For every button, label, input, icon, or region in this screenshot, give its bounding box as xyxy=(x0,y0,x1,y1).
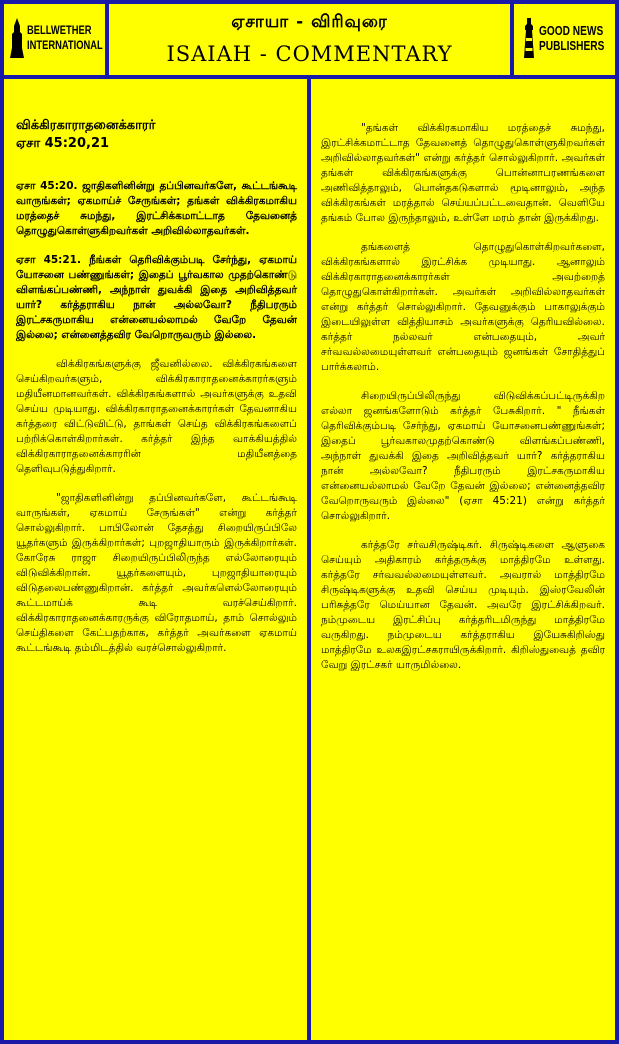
section-heading-reference: ஏசா 45:20,21 xyxy=(16,136,110,151)
page-title-tamil: ஏசாயா - விரிவுரை xyxy=(231,12,388,32)
bellwether-logo xyxy=(4,4,105,75)
section-heading-title: விக்கிரகாராதனைக்காரர் xyxy=(16,118,156,133)
commentary-paragraph: "தங்கள் விக்கிரகமாகிய மரத்தைச் சுமந்து, இரட்சிக்கமாட்டாத தேவனைத் தொழுதுகொள்ளுகிறவர்கள் அறிவில்லாதவர்கள்" என்று கர்த்தர் சொல்லுகிறார். அவர்கள் தங்கள் விக்கிரகங்களுக்கு பொன்னாபரணங்களை அணிவித்தாலும், பொன்தகடுகளால் மூடினாலும், அந்த விக்கிரகங்கள் மரத்தால் செய்யப்பட்டவைதான். வெளியே தங்கம் போல இருந்தாலும், உள்ளே மரம் தான் இருக்கிறது. xyxy=(321,122,605,224)
logo-right-line2: PUBLISHERS xyxy=(539,38,605,53)
section-heading xyxy=(16,117,297,153)
logo-left-line1: BELLWETHER xyxy=(27,23,92,37)
commentary-paragraph: விக்கிரகங்களுக்கு ஜீவனில்லை. விக்கிரகங்களை செய்கிறவர்களும், விக்கிரகாராதனைக்காரர்களும் மதியீனமானவர்கள். விக்கிரகங்களால் அவர்களுக்கு உதவி செய்ய முடியாது. விக்கிரகாராதனைக்காரர்கள் தேவனாகிய கர்த்தரை விட்டுவிட்டு, தாங்கள் செய்த விக்கிரகங்களைப் பற்றிக்கொள்கிறார்கள். கர்த்தர் இந்த வாக்கியத்தில் விக்கிரகாராதனைக்காரரின் மதியீனத்தை தெளிவுபடுத்துகிறார். xyxy=(16,358,297,475)
commentary-paragraph: சிறையிருப்பிலிருந்து விடுவிக்கப்பட்டிருக்கிற எல்லா ஜனங்களோடும் கர்த்தர் பேசுகிறார். " நீங்கள் தெரிவிக்கும்படி சேர்ந்து, ஏகமாய் யோசனைபண்ணுங்கள்; இதைப் பூர்வகாலமுதற்கொண்டு விளங்கப்பண்ணி, அந்நாள் துவக்கி இதை அறிவித்தவர் யார்? கர்த்தராகிய நான் அல்லவோ? நீதிபரரும் இரட்சகருமாகிய என்னையல்லாமல் வேறே தேவன் இல்லை; என்னைத்தவிர வேறொருவரும் இல்லை" (ஏசா 45:21) என்று கர்த்தர் சொல்லுகிறார். xyxy=(321,390,605,522)
verse-45-21: ஏசா 45:21. நீங்கள் தெரிவிக்கும்படி சேர்ந்து, ஏகமாய் யோசனை பண்ணுங்கள்; இதைப் பூர்வகால முதற்கொண்டு விளங்கப்பண்ணி, அந்நாள் துவக்கி இதை அறிவித்தவர் யார்? கர்த்தராகிய நான் அல்லவோ? நீதிபரரும் இரட்சகருமாகிய என்னையல்லாமல் வேறே தேவன் இல்லை; என்னைத்தவிர வேறொருவரும் இல்லை. xyxy=(16,254,297,341)
lighthouse-icon xyxy=(522,18,536,58)
right-column xyxy=(311,79,615,1040)
commentary-paragraph: "ஜாதிகளினின்று தப்பினவர்களே, கூட்டங்கூடி வாருங்கள், ஏகமாய் சேருங்கள்" என்று கர்த்தர் சொல்லுகிறார். பாபிலோன் தேசத்து சிறையிருப்பிலே யூதர்களும் இருக்கிறார்கள்; புறஜாதியாரும் இருக்கிறார்கள். கோரேசு ராஜா சிறையிருப்பிலிருந்த எல்லோரையும் விடுவிக்கிறான். யூதர்களையும், புறஜாதியாரையும் விடுதலைபண்ணுகிறான். கர்த்தர் அவர்களெல்லோரையும் கூட்டமாய்க் கூடி வரச்செய்கிறார். விக்கிரகாராதனைக்காரருக்கு விரோதமாய், தாம் சொல்லும் செய்திகளை கேட்பதற்காக, கர்த்தர் அவர்களை ஏகமாய் கூட்டங்கூடி தம்மிடத்தில் வரச்சொல்லுகிறார். xyxy=(16,492,297,654)
bell-tower-icon xyxy=(10,18,24,58)
left-column xyxy=(4,79,307,1040)
commentary-paragraph: கர்த்தரே சர்வசிருஷ்டிகர். சிருஷ்டிகளை ஆளுகை செய்யும் அதிகாரம் கர்த்தருக்கு மாத்திரமே உள்ளது. கர்த்தரே சர்வவல்லமையுள்ளவர். அவரால் மாத்திரமே சிருஷ்டிகளுக்கு உதவி செய்ய முடியும். இஸ்ரவேலின் பரிசுத்தரே மெய்யான தேவன். அவரே இரட்சிக்கிறவர். நம்முடைய இரட்சிப்பு கர்த்தரிடமிருந்து மாத்திரமே வருகிறது. நம்முடைய கர்த்தராகிய இயேசுகிறிஸ்து மாத்திரமே உலகஇரட்சகராயிருக்கிறார். கிறிஸ்துவைத் தவிர வேறு இரட்சகர் யாருமில்லை. xyxy=(321,539,605,671)
logo-left-line2: INTERNATIONAL xyxy=(27,38,103,52)
verse-45-20: ஏசா 45:20. ஜாதிகளினின்று தப்பினவர்களே, கூட்டங்கூடி வாருங்கள்; ஏகமாய்ச் சேருங்கள்; தங்கள் விக்கிரகமாகிய மரத்தைச் சுமந்து, இரட்சிக்கமாட்டாத தேவனைத் தொழுதுகொள்ளுகிறவர்கள் அறிவில்லாதவர்கள். xyxy=(16,180,297,237)
logo-right-line1: GOOD NEWS xyxy=(539,23,604,38)
page-title-box xyxy=(109,4,510,75)
good-news-logo xyxy=(514,4,615,75)
commentary-paragraph: தங்களைத் தொழுதுகொள்கிறவர்களை, விக்கிரகங்களால் இரட்சிக்க முடியாது. ஆனாலும் விக்கிரகாராதனைக்காரர்கள் அவற்றைத் தொழுதுகொள்கிறார்கள். அவர்கள் அறிவில்லாதவர்கள் என்று கர்த்தர் சொல்லுகிறார். தேவனுக்கும் பாகாலுக்கும் இடையிலுள்ள வித்தியாசம் அவர்களுக்கு தெரியவில்லை. கர்த்தர் நல்லவர் என்பதையும், அவர் சர்வவல்லமையுள்ளவர் என்பதையும் ஜனங்கள் சோதித்துப் பார்க்கலாம். xyxy=(321,241,605,373)
page-title-english: ISAIAH - COMMENTARY xyxy=(166,42,453,66)
